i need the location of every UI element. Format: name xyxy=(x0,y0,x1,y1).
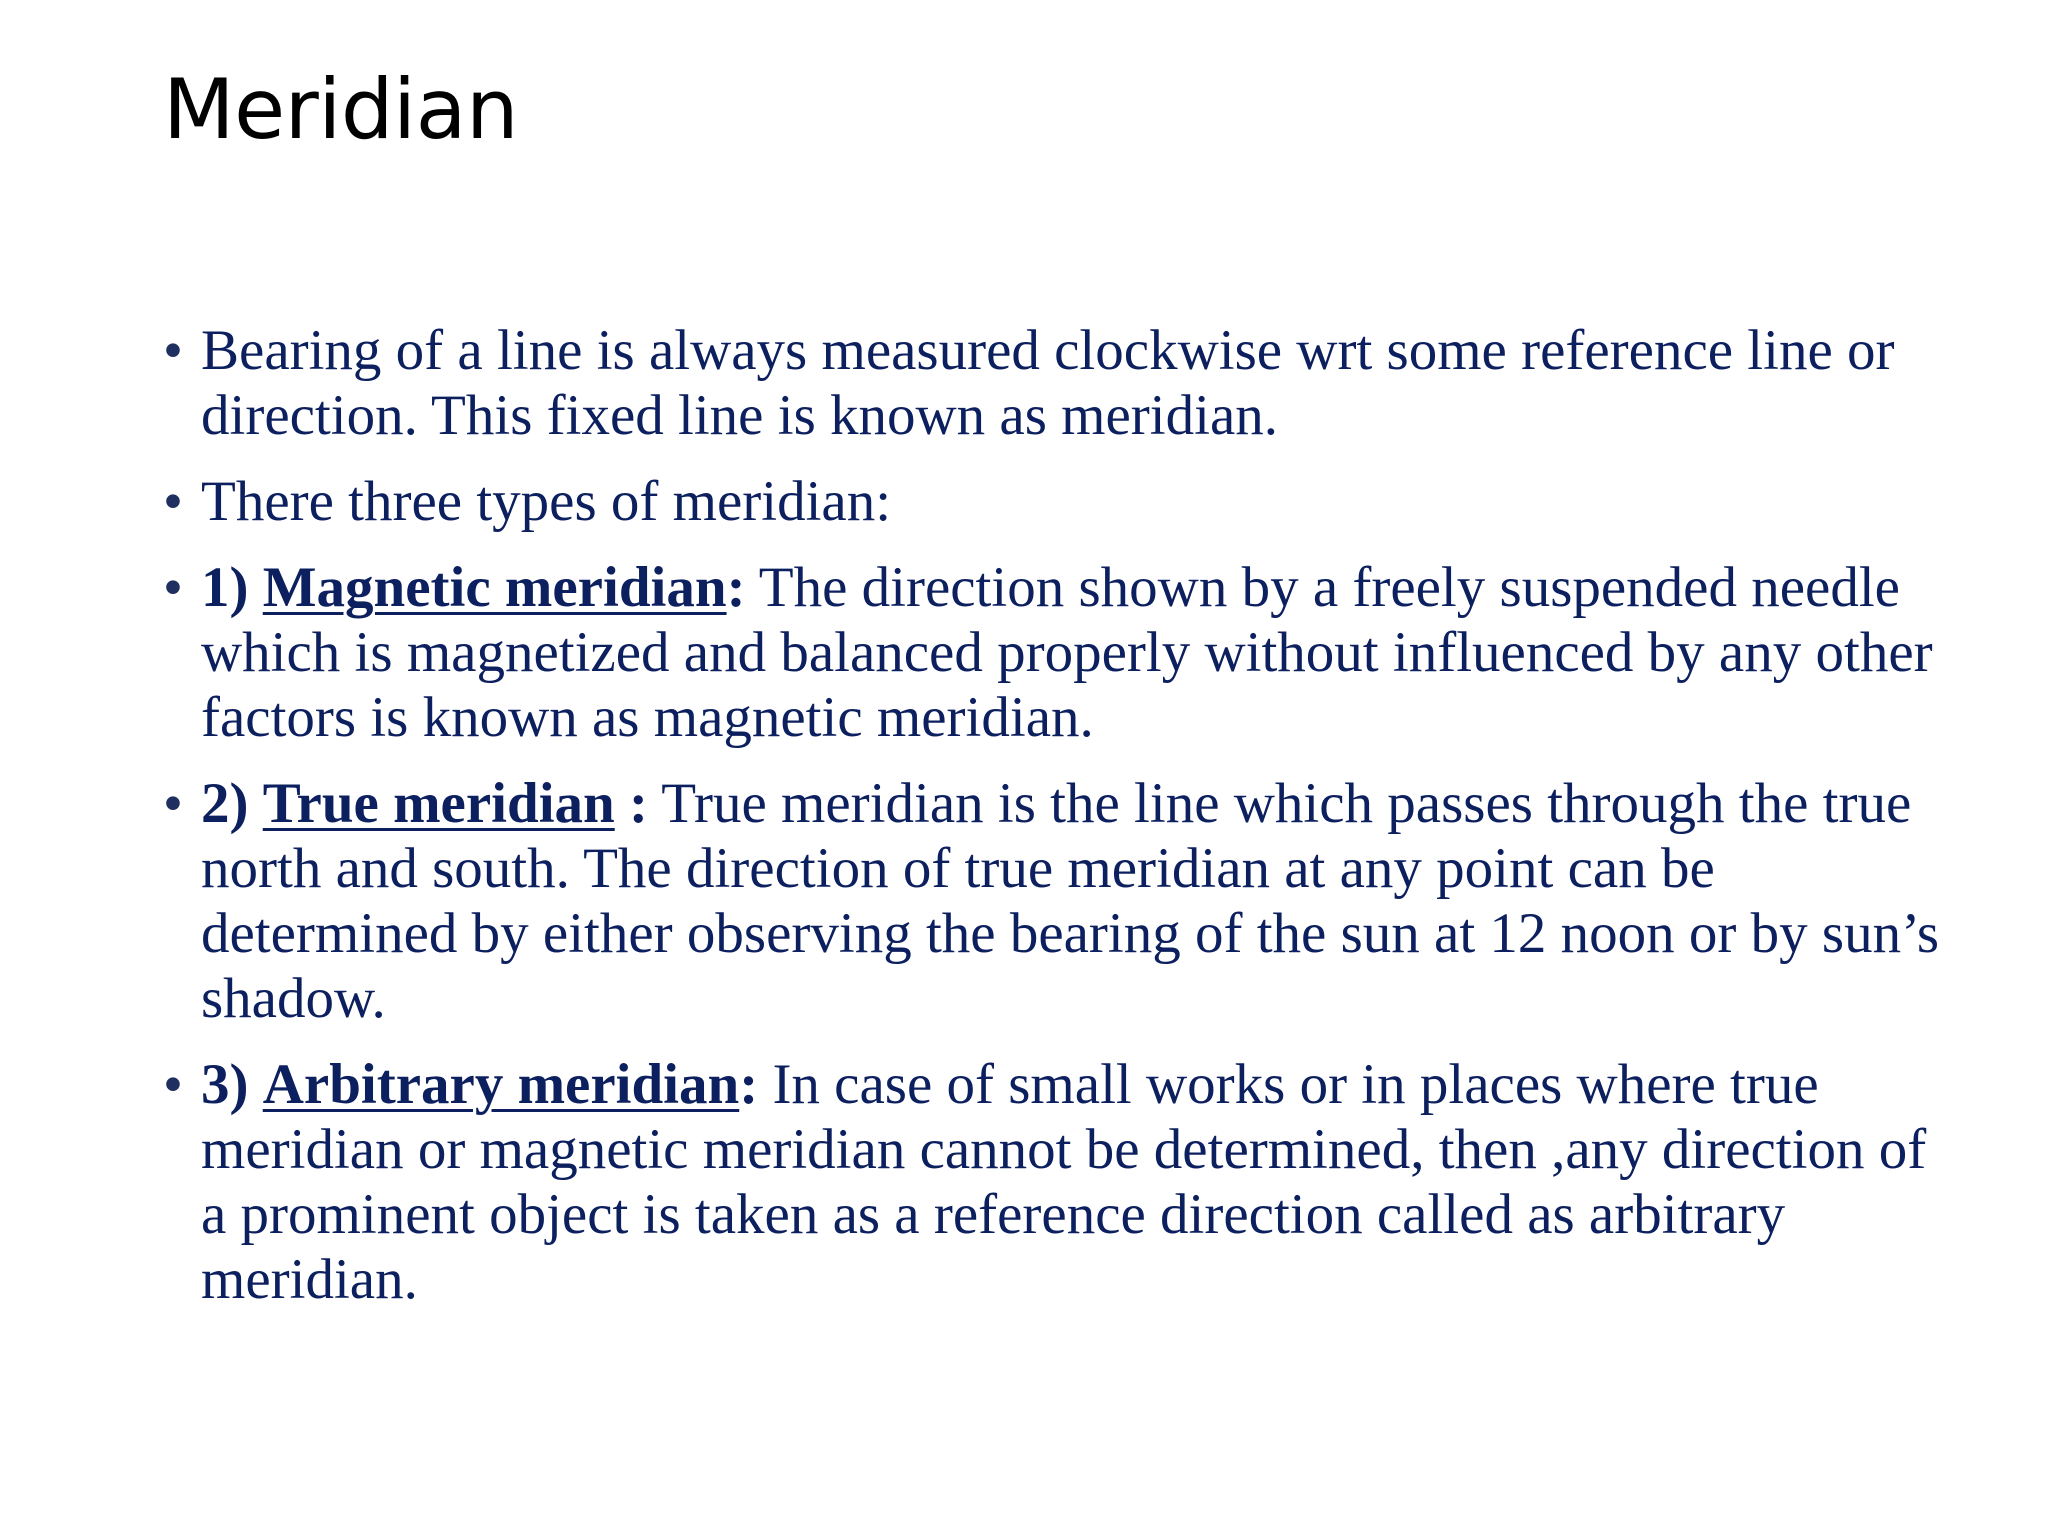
bullet-list xyxy=(163,318,1963,1312)
slide-body xyxy=(163,318,1963,1333)
bullet-text: There three types of meridian: xyxy=(201,470,892,533)
term-magnetic-meridian: Magnetic meridian xyxy=(262,556,727,619)
bullet-item-bearing-definition xyxy=(163,318,1963,448)
bullet-item-magnetic-meridian xyxy=(163,555,1963,750)
item-number: 1) xyxy=(201,556,249,619)
definition-text: The direction shown by a freely suspended needle which is magnetized and balanced properly without influenced by any other factors is known as magnetic meridian. xyxy=(201,556,1933,749)
term-arbitrary-meridian: Arbitrary meridian xyxy=(262,1053,740,1116)
definition-text: True meridian is the line which passes through the true north and south. The direction of true meridian at any point can be determined by either observing the bearing of the sun at 12 noon or by sun’s shadow. xyxy=(201,772,1940,1030)
term-separator: : xyxy=(726,556,746,619)
bullet-dot-icon: • xyxy=(163,1053,183,1116)
bullet-item-types-intro xyxy=(163,469,1963,534)
bullet-dot-icon: • xyxy=(163,556,183,619)
bullet-dot-icon: • xyxy=(163,319,183,382)
slide-title: Meridian xyxy=(163,61,519,158)
item-number: 3) xyxy=(201,1053,249,1116)
bullet-text: Bearing of a line is always measured clockwise wrt some reference line or direction. This fixed line is known as meridian. xyxy=(201,319,1895,447)
definition-text: In case of small works or in places where true meridian or magnetic meridian cannot be determined, then ,any direction of a prominent object is taken as a reference direction called as arbitrary meridian. xyxy=(201,1053,1927,1311)
item-number: 2) xyxy=(201,772,249,835)
term-true-meridian: True meridian xyxy=(262,772,615,835)
bullet-item-arbitrary-meridian xyxy=(163,1052,1963,1312)
term-separator: : xyxy=(614,772,648,835)
bullet-dot-icon: • xyxy=(163,470,183,533)
term-separator: : xyxy=(739,1053,759,1116)
bullet-item-true-meridian xyxy=(163,771,1963,1031)
bullet-dot-icon: • xyxy=(163,772,183,835)
